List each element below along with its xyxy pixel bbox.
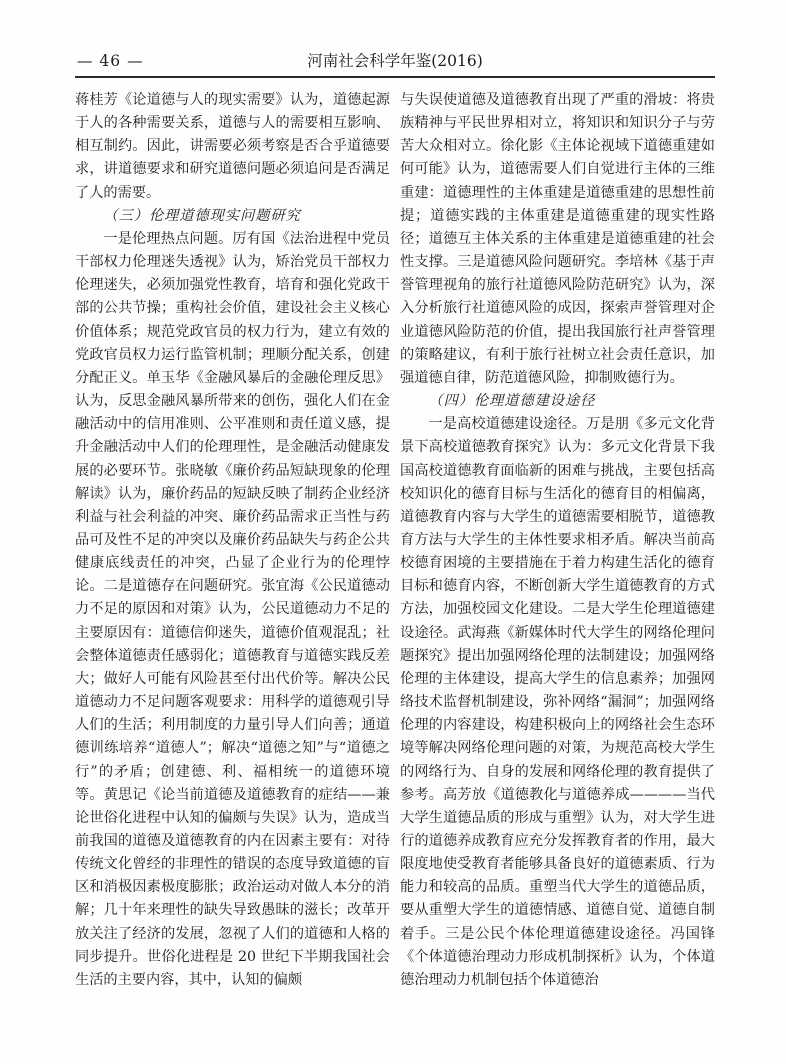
page-header — [75, 48, 715, 74]
page-number: — 46 — — [77, 52, 144, 70]
section-heading: （四）伦理道德建设途径 — [428, 393, 596, 410]
body-paragraph: 蒋桂芳《论道德与人的现实需要》认为，道德起源于人的各种需要关系，道德与人的需要相互影响、相互制约。因此，讲需要必须考察是否合乎道德要求，讲道德要求和研究道德问题必须追问是否满足了人的需要。 — [75, 92, 390, 201]
body-paragraph: 一是高校道德建设途径。万是朋《多元文化背景下高校道德教育探究》认为：多元文化背景下我国高校道德教育面临新的困难与挑战，主要包括高校知识化的德育目标与生活化的德育目的相偏离，道德教育内容与大学生的道德需要相脱节，道德教育方法与大学生的主体性要求相矛盾。解决当前高校德育困境的主要措施在于着力构建生活化的德育目标和德育内容，不断创新大学生道德教育的方式方法，加强校园文化建设。二是大学生伦理道德建设途径。武海燕《新媒体时代大学生的网络伦理问题探究》提出加强网络伦理的法制建设；加强网络伦理的主体建设，提高大学生的信息素养；加强网络技术监督机制建设，弥补网络“漏洞”；加强网络伦理的内容建设，构建积极向上的网络社会生态环境等解决网络伦理问题的对策，为规范高校大学生的网络行为、自身的发展和网络伦理的教育提供了参考。高芳放《道德教化与道德养成————当代大学生道德品质的形成与重塑》认为，对大学生进行的道德养成教育应充分发挥教育者的作用，最大限度地使受教育者能够具备良好的道德素质、行为能力和较高的品质。重塑当代大学生的道德品质，要从重塑大学生的道德情感、道德自觉、道德自制着手。三是公民个体伦理道德建设途径。冯国锋《个体道德治理动力形成机制探析》认为，个体道德治理动力机制包括个体道德治 — [400, 416, 715, 988]
body-paragraph: 与失误使道德及道德教育出现了严重的滑坡：将贵族精神与平民世界相对立，将知识和知识分子与劳苦大众相对立。徐化影《主体论视域下道德重建如何可能》认为，道德需要人们自觉进行主体的三维重建：道德理性的主体重建是道德重建的思想性前提；道德实践的主体重建是道德重建的现实性路径；道德互主体关系的主体重建是道德重建的社会性支撑。三是道德风险问题研究。李培林《基于声誉管理视角的旅行社道德风险防范研究》认为，深入分析旅行社道德风险的成因，探索声誉管理对企业道德风险防范的价值，提出我国旅行社声誉管理的策略建议，有利于旅行社树立社会责任意识，加强道德自律，防范道德风险，抑制败德行为。 — [400, 92, 715, 386]
running-title: 河南社会科学年鉴(2016) — [307, 52, 483, 70]
right-column — [400, 89, 715, 1001]
section-heading: （三）伦理道德现实问题研究 — [103, 207, 301, 224]
left-column — [75, 89, 390, 1001]
header-rule — [75, 76, 715, 78]
text-columns — [75, 89, 715, 1001]
body-paragraph: 一是伦理热点问题。厉有国《法治进程中党员干部权力伦理迷失透视》认为，矫治党员干部权力伦理迷失，必须加强党性教育，培育和强化党政干部的公共节操；重构社会价值，建设社会主义核心价值体系；规范党政官员的权力行为，建立有效的党政官员权力运行监管机制；理顺分配关系，创建分配正义。单玉华《金融风暴后的金融伦理反思》认为，反思金融风暴所带来的创伤，强化人们在金融活动中的信用准则、公平准则和责任道义感，提升金融活动中人们的伦理理性，是金融活动健康发展的必要环节。张晓敏《廉价药品短缺现象的伦理解读》认为，廉价药品的短缺反映了制药企业经济利益与社会利益的冲突、廉价药品需求正当性与药品可及性不足的冲突以及廉价药品缺失与药企公共健康底线责任的冲突，凸显了企业行为的伦理悖论。二是道德存在问题研究。张宜海《公民道德动力不足的原因和对策》认为，公民道德动力不足的主要原因有：道德信仰迷失，道德价值观混乱；社会整体道德责任感弱化；道德教育与道德实践反差大；做好人可能有风险甚至付出代价等。解决公民道德动力不足问题客观要求：用科学的道德观引导人们的生活；利用制度的力量引导人们向善；通道德训练培养“道德人”；解决“道德之知”与“道德之行”的矛盾；创建德、利、福相统一的道德环境等。黄思记《论当前道德及道德教育的症结——兼论世俗化进程中认知的偏颇与失误》认为，造成当前我国的道德及道德教育的内在因素主要有：对待传统文化曾经的非理性的错误的态度导致道德的盲区和消极因素极度膨胀；政治运动对做人本分的消解；几十年来理性的缺失导致愚昧的滋长；改革开放关注了经济的发展，忽视了人们的道德和人格的同步提升。世俗化进程是 20 世纪下半期我国社会生活的主要内容，其中，认知的偏颇 — [75, 230, 390, 988]
